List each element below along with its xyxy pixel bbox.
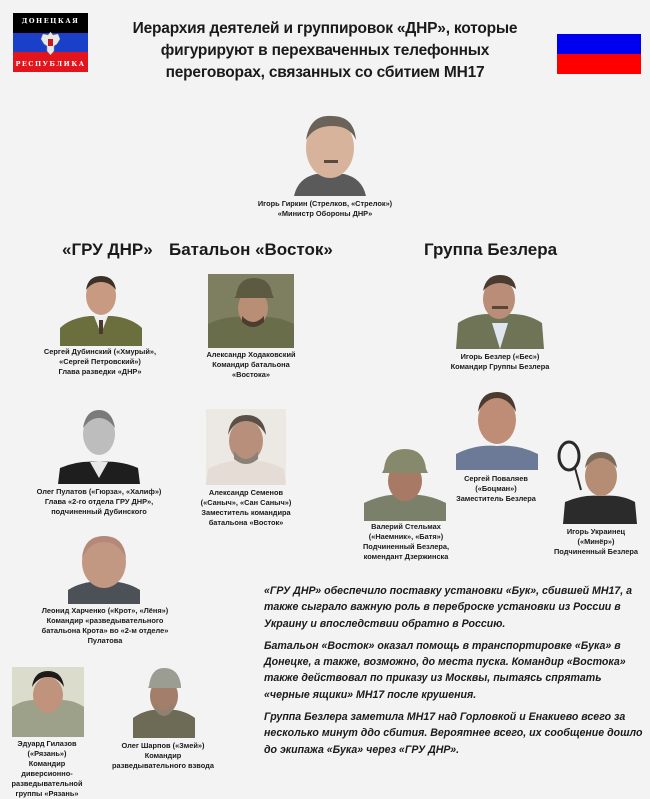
flag-top-text: ДОНЕЦКАЯ bbox=[21, 17, 80, 25]
caption-girkin bbox=[240, 199, 410, 219]
dnr-flag bbox=[13, 13, 88, 72]
person-role-unit: разведывательного взвода bbox=[112, 761, 214, 770]
person-alias: («Боцман») bbox=[475, 484, 517, 493]
person-role: «Министр Обороны ДНР» bbox=[277, 209, 373, 218]
note-gru: «ГРУ ДНР» обеспечило поставку установки «Бук», сбившей МН17, а также сыграло важную роль в переброске установки из России в Украину и впоследствии обратно в Россию. bbox=[264, 585, 633, 630]
caption-sharpov bbox=[110, 741, 216, 771]
caption-dubinsky bbox=[35, 347, 165, 377]
title-line-3: переговорах, связанных со сбитием МН17 bbox=[165, 64, 485, 81]
person-role-unit: батальона Крота» во «2-м отделе» bbox=[41, 626, 169, 635]
flag-bottom-text: РЕСПУБЛИКА bbox=[15, 60, 86, 68]
person-role-2: диверсионно- bbox=[21, 769, 73, 778]
person-name: Олег Пулатов («Гюрза», «Халиф») bbox=[36, 487, 162, 496]
photo-stelmakh bbox=[364, 443, 446, 521]
caption-semenov bbox=[190, 488, 302, 528]
photo-povalyaev bbox=[456, 388, 538, 470]
section-vostok: Батальон «Восток» bbox=[169, 240, 333, 259]
photo-pulatov bbox=[58, 404, 140, 484]
caption-kharchenko bbox=[30, 606, 180, 646]
photo-semenov bbox=[206, 409, 286, 485]
person-name: Александр Семенов bbox=[208, 488, 284, 497]
photo-ukrainets bbox=[555, 440, 639, 524]
section-bezler-group: Группа Безлера bbox=[424, 240, 558, 259]
note-vostok: Батальон «Восток» оказал помощь в транспортировке «Бука» в Донецке, а также, возможно, до места пуска. Командир «Востока» также действовал по приказу из Москвы, пытаясь спрятать «черные ящики» МН17 после крушения. bbox=[264, 639, 626, 701]
person-alias: («Саныч», «Сан Саныч») bbox=[200, 498, 292, 507]
person-name: Игорь Гиркин (Стрелков, «Стрелок») bbox=[257, 199, 393, 208]
person-role-unit: группы «Рязань» bbox=[15, 789, 79, 798]
person-role-extra: комендант Дзержинска bbox=[363, 552, 449, 561]
person-role-unit: батальона «Восток» bbox=[208, 518, 284, 527]
photo-kharchenko bbox=[68, 528, 140, 604]
caption-bezler bbox=[436, 352, 564, 372]
person-name: Сергей Дубинский («Хмурый», bbox=[43, 347, 157, 356]
person-role: Командир bbox=[144, 751, 182, 760]
person-subordination: Пулатова bbox=[87, 636, 123, 645]
person-role-3: разведывательной bbox=[11, 779, 83, 788]
person-role: Командир Группы Безлера bbox=[450, 362, 550, 371]
photo-bezler bbox=[456, 271, 544, 349]
note-bezler: Группа Безлера заметила МН17 над Горловкой и Енакиево всего за несколько минут ддо сбития. Вероятнее всего, их сообщение дошло до экипажа «Бука» через «ГРУ ДНР». bbox=[264, 711, 643, 756]
person-role-unit: «Востока» bbox=[232, 370, 270, 379]
section-gru-dnr: «ГРУ ДНР» bbox=[62, 240, 153, 259]
caption-khodakovsky bbox=[195, 350, 307, 380]
caption-ukrainets bbox=[544, 527, 648, 557]
person-alias: «Сергей Петровский») bbox=[59, 357, 141, 366]
photo-sharpov bbox=[133, 664, 195, 738]
person-role: Глава разведки «ДНР» bbox=[58, 367, 142, 376]
person-role: Командир «разведывательного bbox=[46, 616, 164, 625]
person-role: Подчиненный Безлера, bbox=[362, 542, 450, 551]
caption-stelmakh bbox=[356, 522, 456, 562]
photo-gilazov bbox=[12, 667, 84, 737]
person-role: Командир батальона bbox=[212, 360, 290, 369]
person-role: Заместитель командира bbox=[201, 508, 291, 517]
person-alias: («Рязань») bbox=[27, 749, 67, 758]
eagle-emblem-icon bbox=[40, 30, 61, 56]
person-role: Заместитель Безлера bbox=[456, 494, 536, 503]
russian-flag bbox=[557, 34, 641, 74]
person-role: Командир bbox=[28, 759, 66, 768]
caption-gilazov bbox=[2, 739, 92, 799]
photo-girkin bbox=[280, 108, 380, 196]
person-name: Олег Шарпов («Змей») bbox=[121, 741, 205, 750]
person-name: Эдуард Гилазов bbox=[17, 739, 77, 748]
person-name: Игорь Безлер («Бес») bbox=[460, 352, 540, 361]
person-role: Подчиненный Безлера bbox=[554, 547, 638, 556]
person-name: Александр Ходаковский bbox=[206, 350, 296, 359]
person-alias: («Наемник», «Батя») bbox=[368, 532, 444, 541]
title-line-1: Иерархия деятелей и группировок «ДНР», которые bbox=[132, 20, 518, 37]
photo-dubinsky bbox=[60, 268, 142, 346]
title-line-2: фигурируют в перехваченных телефонных bbox=[160, 42, 490, 59]
person-name: Игорь Украинец bbox=[566, 527, 626, 536]
person-name: Сергей Поваляев bbox=[464, 474, 528, 483]
page-title bbox=[120, 18, 530, 84]
person-name: Валерий Стельмах bbox=[371, 522, 441, 531]
person-subordination: подчиненный Дубинского bbox=[51, 507, 147, 516]
photo-khodakovsky bbox=[208, 274, 294, 348]
explanatory-notes bbox=[264, 583, 644, 764]
caption-povalyaev bbox=[446, 474, 546, 504]
person-role: Глава «2-го отдела ГРУ ДНР», bbox=[44, 497, 154, 506]
person-name: Леонид Харченко («Крот», «Лёня») bbox=[41, 606, 169, 615]
caption-pulatov bbox=[33, 487, 165, 517]
person-alias: («Минёр») bbox=[577, 537, 615, 546]
